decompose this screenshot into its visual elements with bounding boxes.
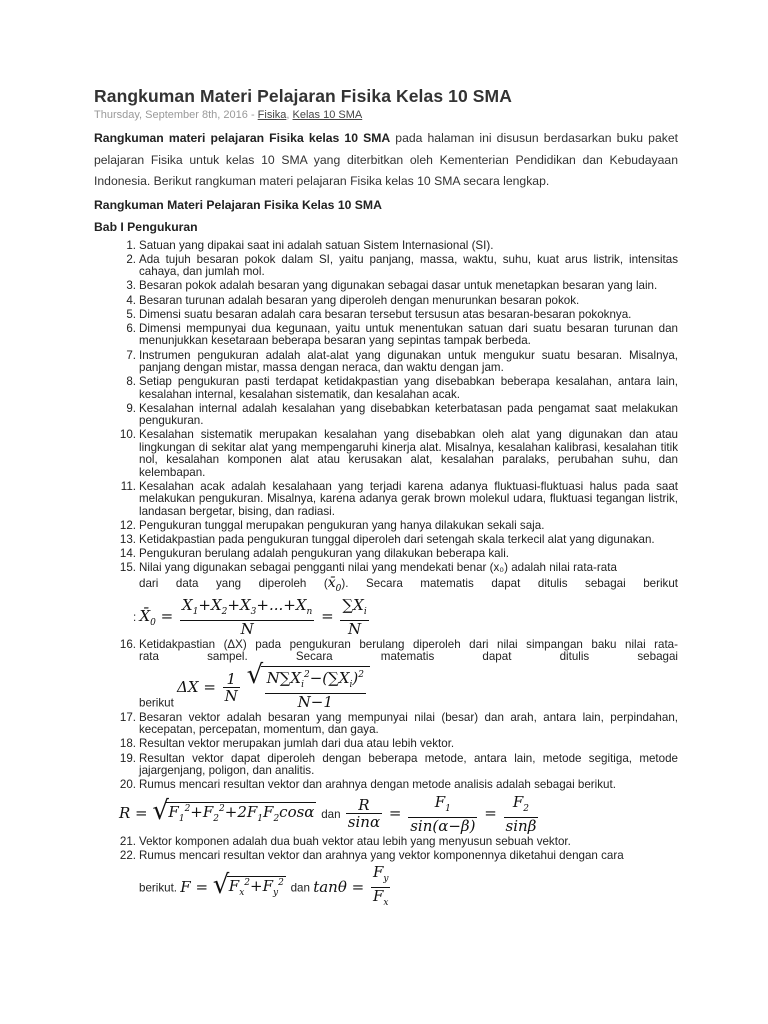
list-item: 17. Besaran vektor adalah besaran yang mempunyai nilai (besar) dan arah, antara lain, perpindahan, kecepatan, percepatan, momentum, dan gaya. <box>119 710 678 737</box>
list-item: 19. Resultan vektor dapat diperoleh dengan beberapa metode, antara lain, metode segitiga, metode jajargenjang, poligon, dan analitis. <box>119 751 678 778</box>
post-date: Thursday, September 8th, 2016 - <box>94 109 258 121</box>
list-item-16: 16. Ketidakpastian (ΔX) pada pengukuran berulang diperoleh dari nilai simpangan baku nilai rata- rata sampel. Secara matematis dapat ditulis sebagai berikut ΔX = $\frac{1}{N}$ √ $\frac{N\sum X_i^2-(\sum X_i)^2}{N-1}$ <box>119 638 678 711</box>
summary-list <box>94 240 678 912</box>
meta-separator: , <box>286 109 293 121</box>
chapter-title: Bab I Pengukuran <box>94 219 198 234</box>
category-link-fisika[interactable]: Fisika <box>257 109 287 121</box>
page-title: Rangkuman Materi Pelajaran Fisika Kelas 10 SMA <box>94 86 512 106</box>
list-item: 10. Kesalahan sistematik merupakan kesalahan yang disebabkan oleh alat yang digunakan dan atau lingkungan di sekitar alat yang mempengaruhi kinerja alat. Misalnya, kesalahan kalibrasi, kesalahan titik nol, kesalahan komponen alat atau kerusakan alat, kesalahan paralaks, perubahan suhu, dan kelembapan. <box>119 428 678 479</box>
list-item: 7. Instrumen pengukuran adalah alat-alat yang digunakan untuk mengukur suatu besaran. Misalnya, panjang dengan mistar, massa dengan neraca, dan waktu dengan jam. <box>126 348 678 374</box>
intro-text: pada halaman ini disusun berdasarkan buku paket pelajaran Fisika untuk kelas 10 SMA yang diterbitkan oleh Kementerian Pendidikan dan Kebudayaan Indonesia. Berikut rangkuman materi pelajaran Fisika kelas 10 SMA secara lengkap. <box>94 131 678 188</box>
intro-bold: Rangkuman materi pelajaran Fisika kelas 10 SMA <box>94 131 391 145</box>
uncertainty-formula: berikut ΔX = $\frac{1}{N}$ √ $\frac{N\sum X_i^2-(\sum X_i)^2}{N-1}$ <box>139 666 678 710</box>
list-item: 8. Setiap pengukuran pasti terdapat ketidakpastian yang disebabkan beberapa kesalahan, antara lain, kesalahan internal, kesalahan sistematik, dan kesalahan acak. <box>126 375 678 401</box>
list-item: 11. Kesalahan acak adalah kesalahaan yang terjadi karena adanya fluktuasi-fluktuasi halus pada saat melakukan pengukuran. Misalnya, karena adanya gerak brown molekul udara, fluktuasi tegangan listrik, landasan bergetar, bising, dan radiasi. <box>120 479 678 518</box>
list-item: 4. Besaran turunan adalah besaran yang diperoleh dengan menurunkan besaran pokok. <box>126 293 580 307</box>
list-item: 1. Satuan yang dipakai saat ini adalah satuan Sistem Internasional (SI). <box>126 238 494 252</box>
post-meta <box>94 109 678 121</box>
list-item-15: 15. Nilai yang digunakan sebagai pengganti nilai yang mendekati benar (x₀) adalah nilai rata-rata dari data yang diperoleh $(x̄_0)$. Secara matematis dapat ditulis sebagai berikut : $X̄_0$ = $\frac{X_1+X_2+X_3+...+X_n}{N}$ = $\frac{\sum X_i}{N}$ <box>119 561 678 639</box>
list-item: 14. Pengukuran berulang adalah pengukuran yang dilakukan beberapa kali. <box>119 547 509 561</box>
mean-symbol-formula: $x̄_0$ <box>327 574 342 594</box>
list-item: 5. Dimensi suatu besaran adalah cara besaran tersebut tersusun atas besaran-besaran pokoknya. <box>126 307 632 321</box>
list-item: 2. Ada tujuh besaran pokok dalam SI, yaitu panjang, massa, waktu, suhu, kuat arus listrik, intensitas cahaya, dan jumlah mol. <box>126 252 678 279</box>
category-link-kelas-10[interactable]: Kelas 10 SMA <box>292 109 363 121</box>
list-item-20: 20. Rumus mencari resultan vektor dan arahnya dengan metode analisis adalah sebagai berikut. R = √ $F_1^2+F_2^2+2F_1F_2\cos\alpha$ dan $\frac{R}{\sin\alpha}$ = $\frac{F_1}{\sin(\alpha-\beta)}$ = $\frac{F_2}{\sin\beta}$ <box>94 779 678 833</box>
intro-paragraph <box>94 128 678 193</box>
list-item: 18. Resultan vektor merupakan jumlah dari dua atau lebih vektor. <box>119 737 455 751</box>
mean-formula: : $X̄_0$ = $\frac{X_1+X_2+X_3+...+X_n}{N}$ = $\frac{\sum X_i}{N}$ <box>133 596 367 639</box>
list-item-22: 22. Rumus mencari resultan vektor dan arahnya yang vektor komponennya diketahui dengan cara berikut. F = √ $F_x^2+F_y^2$ dan tanθ = $\frac{F_y}{F_x}$ <box>94 850 678 911</box>
list-item: 6. Dimensi mempunyai dua kegunaan, yaitu untuk menentukan satuan dari suatu besaran turunan dan menunjukkan kesetaraan beberapa besaran yang sepintas tampak berbeda. <box>126 321 678 348</box>
list-item: 9. Kesalahan internal adalah kesalahan yang disebabkan keterbatasan pada pengamat saat melakukan pengukuran. <box>126 401 678 428</box>
list-item: 3. Besaran pokok adalah besaran yang digunakan sebagai dasar untuk menetapkan besaran yang lain. <box>126 279 658 293</box>
list-item: 12. Pengukuran tunggal merupakan pengukuran yang hanya dilakukan sekali saja. <box>119 518 545 532</box>
component-formula: berikut. F = √ $F_x^2+F_y^2$ dan tanθ = $\frac{F_y}{F_x}$ <box>139 863 389 909</box>
resultant-formula: R = √ $F_1^2+F_2^2+2F_1F_2\cos\alpha$ dan $\frac{R}{\sin\alpha}$ = $\frac{F_1}{\sin(\alpha-\beta)}$ = $\frac{F_2}{\sin\beta}$ <box>119 792 537 835</box>
section-title: Rangkuman Materi Pelajaran Fisika Kelas 10 SMA <box>94 197 382 212</box>
list-item: 13. Ketidakpastian pada pengukuran tunggal diperoleh dari setengah skala terkecil alat yang digunakan. <box>119 533 655 546</box>
list-item: 21. Vektor komponen adalah dua buah vektor atau lebih yang menyusun sebuah vektor. <box>119 834 571 848</box>
